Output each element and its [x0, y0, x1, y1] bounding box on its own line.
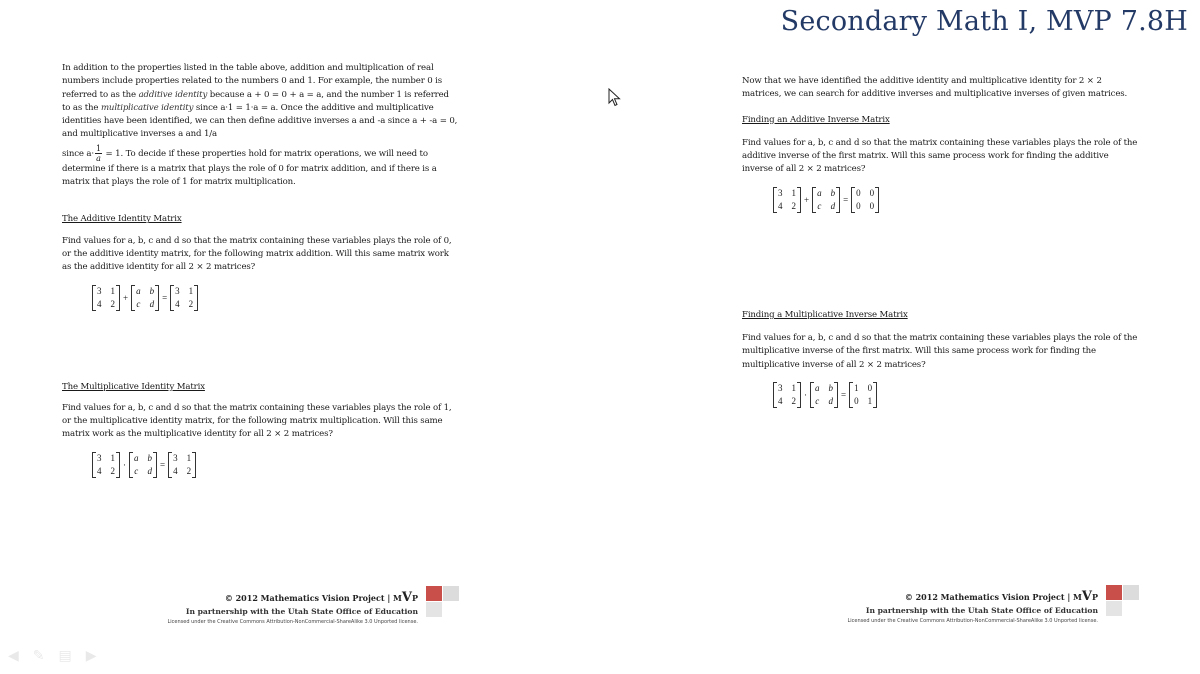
additive-identity-body: Find values for a, b, c and d so that the matrix containing these variables plays the role of 0, or the additive identity matrix, for the following matrix addition. Will this same matrix work as the additive identity for all 2 × 2 matrices?: [62, 235, 452, 273]
right-intro: Now that we have identified the additive identity and multiplicative identity for 2 × 2 matrices, we can search for additive inverses and multiplicative inverses of given matrices.: [742, 76, 1128, 100]
mvp-logo: [1106, 585, 1140, 617]
matrix-1: 3 1 4 2: [92, 285, 120, 311]
matrix-result: 3 1 4 2: [170, 285, 198, 311]
right-footer: [768, 589, 1098, 624]
operator: ·: [804, 389, 807, 400]
matrix-1: 3 1 4 2: [92, 452, 120, 478]
multiplicative-identity-body: Find values for a, b, c and d so that the matrix containing these variables plays the role of 1, or the multiplicative identity matrix, for the following matrix multiplication. Will this same matrix work as the multiplicative identity for all 2 × 2 matrices?: [62, 402, 452, 440]
presentation-toolbar: [8, 648, 97, 664]
mouse-cursor-icon: [608, 88, 622, 108]
license: Licensed under the Creative Commons Attribution-NonCommercial-ShareAlike 3.0 Unported license.: [847, 618, 1098, 624]
multiplicative-inverse-equation: [773, 382, 877, 408]
multiplicative-identity-heading: The Multiplicative Identity Matrix: [62, 381, 205, 392]
equals-sign: =: [841, 389, 847, 400]
multiplicative-inverse-heading: Finding a Multiplicative Inverse Matrix: [742, 309, 908, 320]
mvp-logo: [426, 586, 460, 618]
copyright: © 2012 Mathematics Vision Project | MVP: [224, 590, 418, 605]
left-page: [62, 62, 458, 478]
partnership: In partnership with the Utah State Office of Education: [185, 607, 418, 616]
multiplicative-identity-equation: [92, 452, 196, 478]
matrix-variables: a b c d: [812, 187, 840, 213]
matrix-result: 3 1 4 2: [168, 452, 196, 478]
equals-sign: =: [843, 194, 849, 205]
menu-icon[interactable]: ▤: [58, 648, 72, 664]
pen-icon[interactable]: ✎: [32, 648, 45, 664]
back-arrow-icon[interactable]: ◀: [8, 648, 19, 664]
fraction: $\frac{1}{a}$: [95, 143, 101, 163]
matrix-1: 3 1 4 2: [773, 187, 801, 213]
header-title: Secondary Math I, MVP 7.8H: [780, 6, 1188, 37]
additive-inverse-body: Find values for a, b, c and d so that the matrix containing these variables plays the role of the additive inverse of the first matrix. Will this same process work for finding the additive inverse of all 2 × 2 matrices?: [742, 137, 1138, 175]
equals-sign: =: [160, 459, 166, 470]
equals-sign: =: [162, 292, 168, 303]
operator: +: [804, 194, 810, 205]
left-footer: [88, 590, 418, 625]
matrix-result: 0 0 0 0: [851, 187, 879, 213]
multiplicative-inverse-body: Find values for a, b, c and d so that the matrix containing these variables plays the role of the multiplicative inverse of the first matrix. Will this same process work for finding the multiplicative inverse of all 2 × 2 matrices?: [742, 333, 1138, 370]
forward-arrow-icon[interactable]: ▶: [85, 648, 97, 664]
copyright: © 2012 Mathematics Vision Project | MVP: [904, 589, 1098, 604]
intro-paragraph: In addition to the properties listed in the table above, addition and multiplication of real numbers include properties related to the numbers 0 and 1. For example, the number 0 is referred to as the additive identity because a + 0 = 0 + a = a, and the number 1 is referred to as the multiplicative identity since a·1 = 1·a = a. Once the additive and multiplicative identities have been identified, we can then define additive inverses a and -a since a + -a = 0, and multiplicative inverses a and 1/a: [62, 63, 458, 140]
operator: +: [123, 292, 129, 303]
additive-inverse-equation: [773, 187, 879, 213]
additive-identity-heading: The Additive Identity Matrix: [62, 214, 182, 225]
additive-identity-equation: [92, 285, 198, 311]
matrix-result: 1 0 0 1: [849, 382, 877, 408]
operator: ·: [123, 459, 126, 470]
matrix-1: 3 1 4 2: [773, 382, 801, 408]
right-page: [742, 75, 1138, 408]
additive-inverse-heading: Finding an Additive Inverse Matrix: [742, 114, 890, 125]
matrix-variables: a b c d: [131, 285, 159, 311]
matrix-variables: a b c d: [810, 382, 838, 408]
matrix-variables: a b c d: [129, 452, 157, 478]
license: Licensed under the Creative Commons Attribution-NonCommercial-ShareAlike 3.0 Unported license.: [167, 619, 418, 625]
partnership: In partnership with the Utah State Office of Education: [865, 606, 1098, 615]
intro-paragraph-continued: since a· $\frac{1}{a}$ = 1. To decide if these properties hold for matrix operations, we will need to determine if there is a matrix that plays the role of 0 for matrix addition, and if there is a matrix that plays the role of 1 for matrix multiplication.: [62, 143, 437, 188]
